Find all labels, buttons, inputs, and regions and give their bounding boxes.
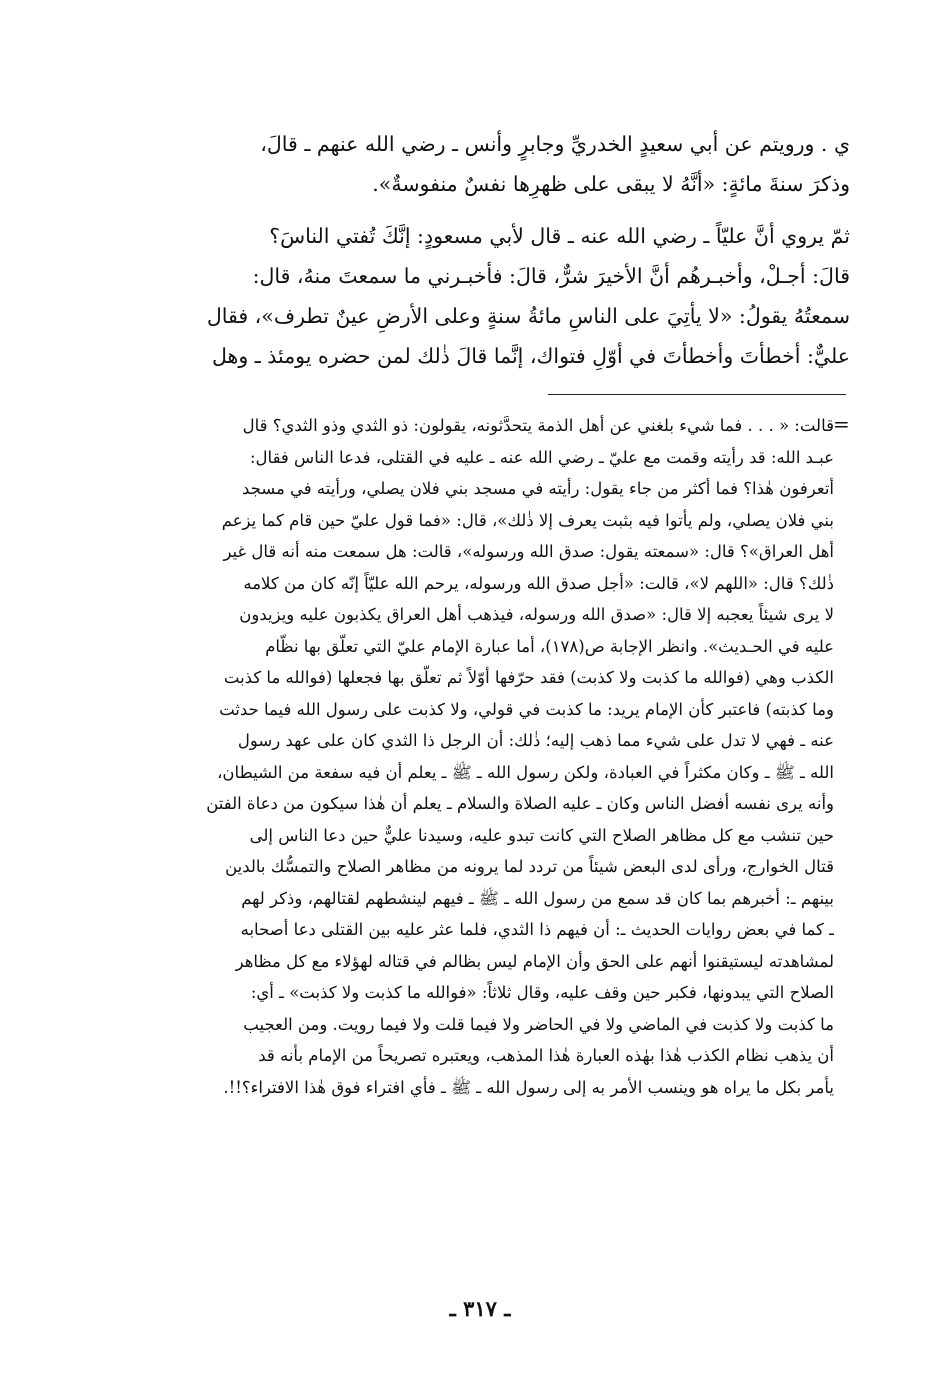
footnote-line: قتال الخوارج، ورأى لدى البعض شيئاً من تردد لما يرونه من مظاهر الصلاح والتمسُّك بالدين <box>225 857 834 876</box>
footnote-line: عليه في الحـديث». وانظر الإجابة ص(١٧٨)، أما عبارة الإمام عليّ التي تعلّق بها نظّام <box>265 636 834 656</box>
footnote-line: عبـد الله: قد رأيته وقمت مع عليّ ـ رضي الله عنه ـ عليه في القتلى، فدعا الناس فقال: <box>250 447 834 467</box>
paragraph-gap <box>150 204 850 216</box>
footnote-line: لا يرى شيئاً يعجبه إلا قال: «صدق الله ورسوله، فيذهب أهل العراق يكذبون عليه ويزيدون <box>239 605 834 624</box>
footnote-line: عنه ـ فهي لا تدل على شيء مما ذهب إليه؛ ذٰلك: أن الرجل ذا الثدي كان على عهد رسول <box>237 731 834 750</box>
footnote-line: أن يذهب نظام الكذب هٰذا بهٰذه العبارة هٰذا المذهب، ويعتبره تصريحاً من الإمام بأنه قد <box>258 1046 834 1065</box>
main-line: ثمّ يروي أنَّ عليّاً ـ رضي الله عنه ـ قال لأبي مسعودٍ: إنَّكَ تُفتي الناسَ؟ <box>269 224 850 248</box>
main-line: عليٌّ: أخطأتَ وأخطأتَ في أوّلِ فتواك، إنَّما قالَ ذٰلك لمن حضره يومئذ ـ وهل <box>211 344 850 368</box>
footnote-line: حين تنشب مع كل مظاهر الصلاح التي كانت تبدو عليه، وسيدنا عليٌّ حين دعا الناس إلى <box>249 825 834 845</box>
main-line: سمعتُهُ يقولُ: «لا يأتِيَ على الناسِ مائةُ سنةٍ وعلى الأرضِ عينٌ تطرف»، فقال <box>206 304 850 328</box>
main-line: قالَ: أجـلْ، وأخبـرهُم أنَّ الأخيرَ شرٌّ، قالَ: فأخبـرني ما سمعتَ منهُ، قال: <box>252 264 850 288</box>
footnote-line: أتعرفون هٰذا؟ فما أكثر من جاء يقول: رأيته في مسجد بني فلان يصلي، ورأيته في مسجد <box>241 479 834 498</box>
main-text <box>150 124 850 376</box>
main-line: ي . ورويتم عن أبي سعيدٍ الخدريِّ وجابرٍ وأنس ـ رضي الله عنهم ـ قالَ، <box>260 132 850 156</box>
footnote-continuation-mark: = <box>833 412 850 436</box>
footnote-line: لمشاهدته ليستيقنوا أنهم على الحق وأن الإمام ليس بظالم في قتاله لهؤلاء مع كل مظاهر <box>235 951 834 971</box>
footnote <box>154 410 834 1103</box>
main-line: وذكرَ سنةَ مائةٍ: «أنَّهُ لا يبقى على ظهرِها نفسٌ منفوسةٌ». <box>372 172 850 196</box>
footnote-line: ـ كما في بعض روايات الحديث ـ: أن فيهم ذا الثدي، فلما عثر عليه بين القتلى دعا أصحابه <box>240 920 834 939</box>
footnote-line: وما كذبته) فاعتبر كأن الإمام يريد: ما كذبت في قولي، ولا كذبت على رسول الله فيما حدثت <box>219 699 834 719</box>
footnote-separator <box>548 394 846 395</box>
footnote-line: قالت: « . . . فما شيء بلغني عن أهل الذمة يتحدَّثونه، يقولون: ذو الثدي وذو الثدي؟ قال <box>242 416 834 435</box>
footnote-line: بينهم ـ: أخبرهم بما كان قد سمع من رسول الله ـ ﷺ ـ فيهم لينشطهم لقتالهم، وذكر لهم <box>241 888 834 908</box>
page-number: ـ ٣١٧ ـ <box>449 1296 511 1321</box>
footnote-line: الله ـ ﷺ ـ وكان مكثراً في العبادة، ولكن رسول الله ـ ﷺ ـ يعلم أن فيه سفعة من الشيطان، <box>217 762 834 782</box>
footnote-line: يأمر بكل ما يراه هو وينسب الأمر به إلى رسول الله ـ ﷺ ـ فأي افتراء فوق هٰذا الافتراء؟!!. <box>223 1077 834 1097</box>
footnote-line: أهل العراق»؟ قال: «سمعته يقول: صدق الله ورسوله»، قالت: هل سمعت منه أنه قال غير <box>223 542 834 561</box>
footnote-line: ذٰلك؟ قال: «اللهم لا»، قالت: «أجل صدق الله ورسوله، يرحم الله عليّاً إنّه كان من كلامه <box>243 573 834 593</box>
footnote-line: وأنه يرى نفسه أفضل الناس وكان ـ عليه الصلاة والسلام ـ يعلم أن هٰذا سيكون من دعاة الفتن <box>206 794 834 813</box>
footnote-line: بني فلان يصلي، ولم يأتوا فيه بثبت يعرف إلا ذٰلك»، قال: «فما قول عليّ حين قام كما يزعم <box>221 510 834 530</box>
footnote-line: ما كذبت ولا كذبت في الماضي ولا في الحاضر ولا فيما قلت ولا فيما رويت. ومن العجيب <box>243 1014 834 1034</box>
footnote-line: الكذب وهي (فوالله ما كذبت ولا كذبت) فقد حرّفها أوّلاً ثم تعلّق بها فجعلها (فوالله ما كذبت <box>223 668 834 687</box>
footnote-line: الصلاح التي يبدونها، فكبر حين وقف عليه، وقال ثلاثاً: «فوالله ما كذبت ولا كذبت» ـ أي: <box>250 983 834 1002</box>
